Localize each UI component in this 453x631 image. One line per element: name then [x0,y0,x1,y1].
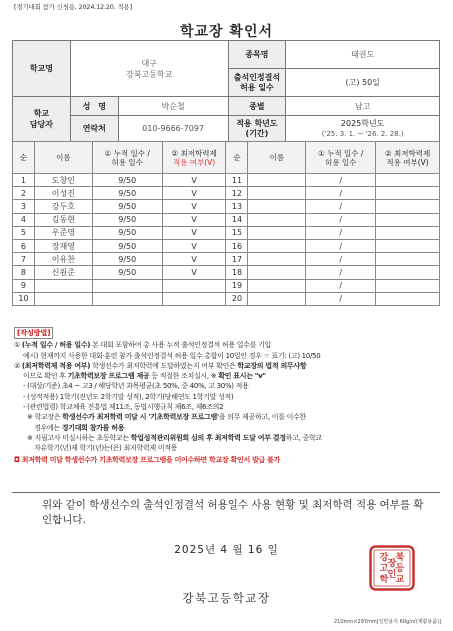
row-no: 4 [13,213,35,226]
row-name [248,266,306,279]
row-days [92,279,162,292]
instructions-heading: [작성방법] [14,327,53,339]
row-name [248,253,306,266]
table-row [13,187,440,200]
note-line-8: ※ 학교장은 학생선수가 최저학력 미달 시 '기초학력보장 프로그램'을 의무 제공하고, 이를 이수한 [27,413,306,422]
row-name: 신원준 [34,266,92,279]
row-name [248,213,306,226]
principal-signature: 강북고등학교장 [182,591,271,605]
row-days: 9/50 [92,266,162,279]
school-value: 대구 강북고등학교 [70,41,228,97]
row-min-check [376,279,440,292]
row-name [34,292,92,305]
row-name: 도창인 [34,174,92,187]
period-range: ('25. 3. 1. ~ '26. 2. 28.) [321,129,404,138]
roster-table [12,141,440,306]
event-value: 태권도 [286,41,440,69]
allow-label: 출석인정결석 허용 일수 [228,69,286,97]
row-no: 15 [226,226,248,239]
row-days: / [306,253,376,266]
row-min-check [376,253,440,266]
row-min-check: V [162,239,226,252]
row-name: 장재영 [34,239,92,252]
row-days: / [306,213,376,226]
row-min-check [376,266,440,279]
row-no: 13 [226,200,248,213]
contact-value: 010-9666-7097 [118,116,228,142]
col-name-left: 이름 [34,142,92,174]
row-no: 9 [13,279,35,292]
table-row [13,279,440,292]
row-min-check: V [162,200,226,213]
col-days-left: ① 누적 일수 / 허용 일수 [92,142,162,174]
paper-spec: 210mm×297mm[일반용지 60g/㎡(재활용품)] [333,619,441,625]
school-seal-icon [369,545,415,591]
table-row [13,266,440,279]
row-no: 14 [226,213,248,226]
row-name: 이성진 [34,187,92,200]
row-no: 6 [13,239,35,252]
row-days: / [306,279,376,292]
period-label: 적용 학년도 (기간) [228,116,286,142]
row-days: 9/50 [92,253,162,266]
row-name [248,200,306,213]
manager-label: 학교 담당자 [13,97,71,142]
table-row [13,239,440,252]
row-no: 2 [13,187,35,200]
note-line-4: 이므로 확인 후 기초학력보장 프로그램 제공 등 적절한 조치실시, ※ 확인 표시는 "v" [23,372,266,381]
row-days: / [306,200,376,213]
row-name [248,187,306,200]
row-days: / [306,226,376,239]
row-min-check: V [162,187,226,200]
table-row [13,292,440,305]
table-row [13,226,440,239]
row-name: 강두호 [34,200,92,213]
note-line-7: - (관련법령) 학교체육 진흥법 제11조, 동법시행규칙 제6조, 제6조의2 [23,403,224,412]
document-tag: [경기대회 참가 신청용, 2024.12.20. 적용] [14,3,132,11]
row-days: / [306,187,376,200]
row-name [248,292,306,305]
row-no: 5 [13,226,35,239]
note-line-1: ① (누적 일수 / 허용 일수) 본 대회 포함하여 총 사용 누적 출석인정결석 허용 일수를 기입 [14,341,272,350]
row-days: 9/50 [92,174,162,187]
row-no: 20 [226,292,248,305]
col-min-left [162,142,226,174]
page-title: 학교장 확인서 [179,24,274,40]
row-days: / [306,266,376,279]
row-min-check: V [162,174,226,187]
row-no: 17 [226,253,248,266]
row-name: 김동현 [34,213,92,226]
row-days: 9/50 [92,213,162,226]
table-row [13,253,440,266]
table-row [13,200,440,213]
row-min-check [376,292,440,305]
row-name [248,239,306,252]
confirmation-statement: 위와 같이 학생선수의 출석인정결석 허용일수 사용 현황 및 최저학력 적용 여부를 확인합니다. [12,492,440,537]
row-days: 9/50 [92,200,162,213]
note-line-3: ② (최저학력제 적용 여부) 학생선수가 최저학력에 도달하였는지 여부 확인은 학교장의 법적 의무사항 [14,361,307,370]
info-table [12,40,440,142]
allow-value: (고) 50일 [286,69,440,97]
school-label: 학교명 [13,41,71,97]
note-line-5: - (대상/기준) 초4 ~ 고3 / 해당학년 과목평균(초 50%, 중 40%, 고 30%) 적용 [23,382,249,391]
table-row [13,174,440,187]
row-min-check [376,213,440,226]
contact-label: 연락처 [70,116,118,142]
row-min-check: V [162,226,226,239]
col-name-right: 이름 [248,142,306,174]
note-line-6: - (성적적용) 1학기(전년도 2학기말 성적), 2학기(당해연도 1학기말 성적) [23,392,234,401]
col-no-right: 순 [226,142,248,174]
row-no: 19 [226,279,248,292]
row-no: 18 [226,266,248,279]
name-label: 성 명 [70,97,118,116]
row-min-check [376,200,440,213]
name-value: 박순철 [118,97,228,116]
row-days: 9/50 [92,187,162,200]
row-name [248,279,306,292]
note-line-11: 자유학기(년)제 학기(년)는(은) 최저학력제 미적용 [34,444,178,453]
row-name [248,226,306,239]
row-days: / [306,239,376,252]
row-min-check [376,239,440,252]
row-no: 12 [226,187,248,200]
category-value: 남고 [286,97,440,116]
row-min-check [376,187,440,200]
row-min-check: V [162,266,226,279]
row-days: 9/50 [92,226,162,239]
row-min-check [376,174,440,187]
row-name: 이유찬 [34,253,92,266]
note-line-9: 경우에는 경기대회 참가를 허용 [34,423,125,432]
row-no: 8 [13,266,35,279]
row-min-check: V [162,213,226,226]
note-line-2: 예시) 현재까지 사용한 대회·훈련 참가 출석인정결석 허용 일수 총합이 10일인 경우 ☞ 표기: (고) 10/50 [23,351,321,360]
instructions [14,327,442,465]
col-min-prefix-right: ② 최저학력제 [384,148,431,158]
col-min-suffix-left: 적용 여부(V) [172,157,216,167]
row-no: 1 [13,174,35,187]
col-days-right: ① 누적 일수 / 허용 일수 [306,142,376,174]
row-name: 우준영 [34,226,92,239]
warning-line: ◘ 최저학력 미달 학생선수가 기초학력보장 프로그램을 미이수하면 학교장 확인서 발급 불가 [14,455,281,464]
row-name [34,279,92,292]
col-min-suffix-right: 적용 여부(V) [386,157,429,167]
row-no: 16 [226,239,248,252]
row-name [248,174,306,187]
row-days: / [306,292,376,305]
row-min-check [162,292,226,305]
col-min-prefix-left: ② 최저학력제 [171,148,217,158]
row-min-check [162,279,226,292]
row-min-check: V [162,253,226,266]
period-year: 2025학년도 [340,118,385,128]
svg-text:강북고등학교장인: 강 북 고 등 학 교장 인 [379,553,405,585]
issue-date: 2025년 4 월 16 일 [174,544,279,556]
row-no: 11 [226,174,248,187]
row-no: 7 [13,253,35,266]
col-no-left: 순 [13,142,35,174]
row-days: / [306,174,376,187]
row-no: 3 [13,200,35,213]
note-line-10: ※ 지필고사 미실시하는 초등학교는 학업성적관리위원회 심의 후 최저학력 도달 여부 결정하고, 중학교 [27,433,322,442]
row-days [92,292,162,305]
warning-icon: ◘ [14,455,22,464]
row-min-check [376,226,440,239]
period-cell [286,116,440,142]
row-days: 9/50 [92,239,162,252]
table-row [13,213,440,226]
event-label: 종목명 [228,41,286,69]
col-min-right [376,142,440,174]
row-no: 10 [13,292,35,305]
category-label: 종별 [228,97,286,116]
